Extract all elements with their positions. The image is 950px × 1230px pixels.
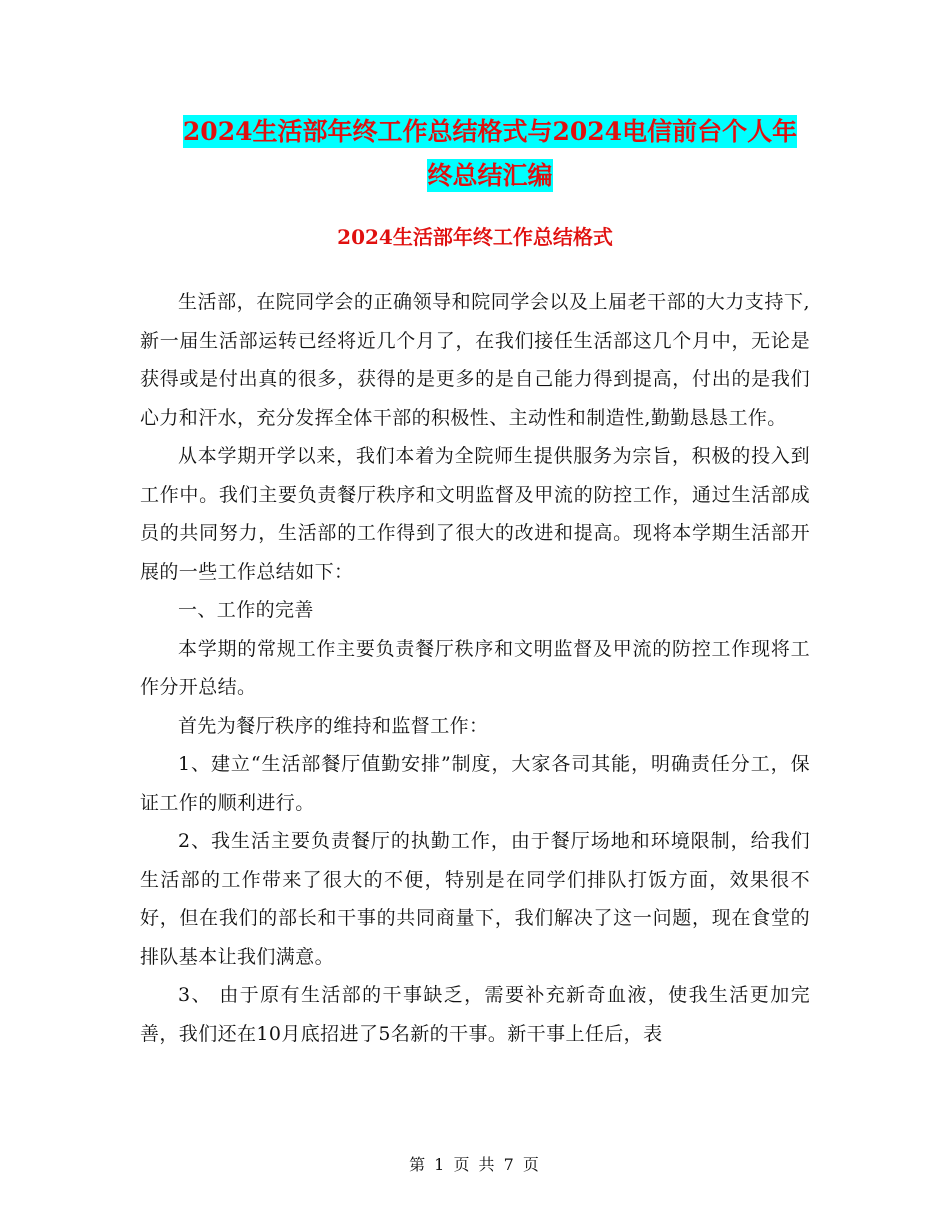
paragraph: 首先为餐厅秩序的维持和监督工作： <box>178 714 489 737</box>
page-number-footer: 第 1 页 共 7 页 <box>409 1155 541 1174</box>
paragraph: 3、 由于原有生活部的干事缺乏，需要补充新奇血液，使我生活更加完善，我们还在10月底招进了5名新的干事。新干事上任后，表 <box>140 984 810 1045</box>
paragraph: 一、工作的完善 <box>178 599 314 621</box>
title-line-1: 2024生活部年终工作总结格式与2024电信前台个人年 <box>182 117 798 146</box>
document-title <box>140 110 840 198</box>
paragraph: 1、建立“生活部餐厅值勤安排”制度，大家各司其能，明确责任分工，保证工作的顺利进行。 <box>140 753 810 814</box>
paragraph: 本学期的常规工作主要负责餐厅秩序和文明监督及甲流的防控工作现将工作分开总结。 <box>140 637 810 698</box>
section-title: 2024生活部年终工作总结格式 <box>337 225 613 249</box>
document-body <box>140 283 810 1053</box>
paragraph: 2、我生活主要负责餐厅的执勤工作，由于餐厅场地和环境限制，给我们生活部的工作带来了很大的不便，特别是在同学们排队打饭方面，效果很不好，但在我们的部长和干事的共同商量下，我们解决了这一问题，现在食堂的排队基本让我们满意。 <box>140 830 810 968</box>
paragraph: 生活部，在院同学会的正确领导和院同学会以及上届老干部的大力支持下,新一届生活部运转已经将近几个月了，在我们接任生活部这几个月中，无论是获得或是付出真的很多，获得的是更多的是自己能力得到提高，付出的是我们心力和汗水，充分发挥全体干部的积极性、主动性和制造性,勤勤恳恳工作。 <box>140 291 810 429</box>
paragraph: 从本学期开学以来，我们本着为全院师生提供服务为宗旨，积极的投入到工作中。我们主要负责餐厅秩序和文明监督及甲流的防控工作，通过生活部成员的共同努力，生活部的工作得到了很大的改进和提高。现将本学期生活部开展的一些工作总结如下： <box>140 445 810 583</box>
title-line-2: 终总结汇编 <box>427 161 553 190</box>
